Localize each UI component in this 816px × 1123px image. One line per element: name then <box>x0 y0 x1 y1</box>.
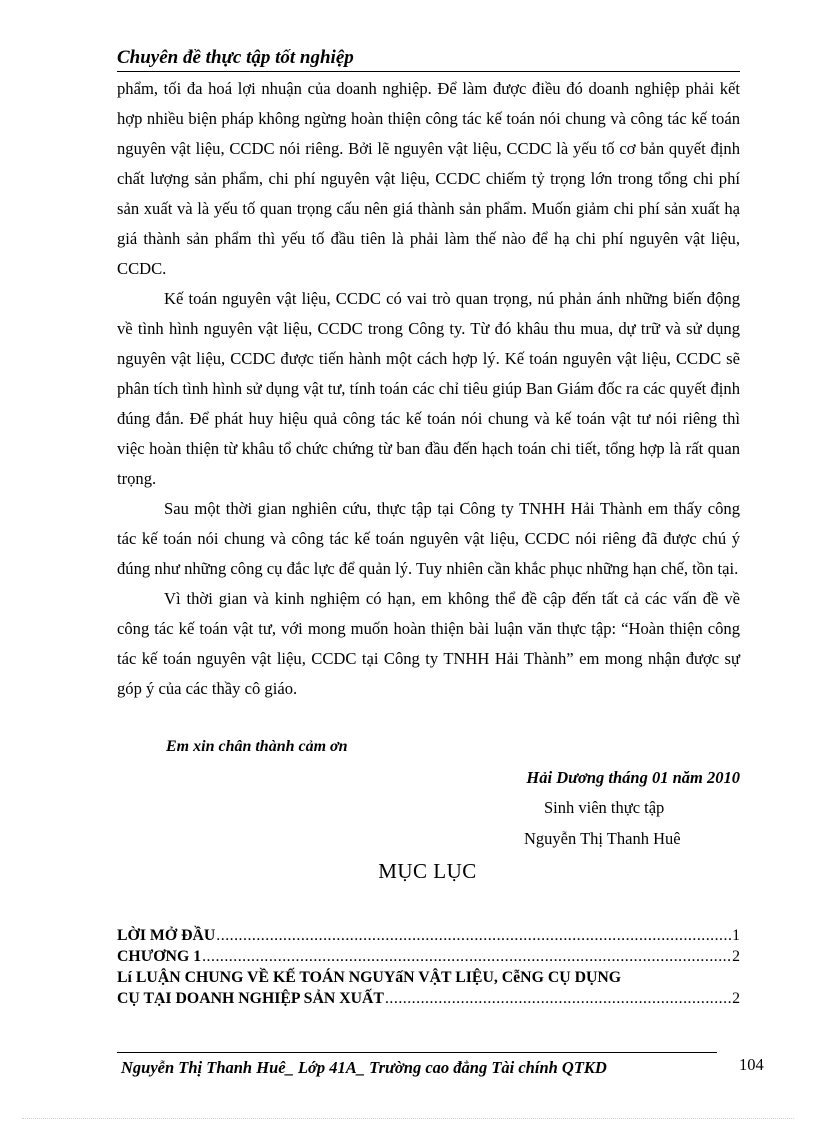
toc-entry-chapter-1[interactable] <box>117 946 740 967</box>
running-footer-text: Nguyễn Thị Thanh Huê_ Lớp 41A_ Trường cao đẳng Tài chính QTKD <box>121 1058 607 1077</box>
signature-role: Sinh viên thực tập <box>544 798 665 817</box>
page-bottom-guide <box>22 1118 794 1119</box>
body-paragraph-3: Sau một thời gian nghiên cứu, thực tập tại Công ty TNHH Hải Thành em thấy công tác kế toán nói chung và công tác kế toán nguyên vật liệu, CCDC nói riêng đã được chú ý đúng như những công cụ đắc lực để quản lý. Tuy nhiên cần khắc phục những hạn chế, tồn tại. <box>117 499 740 578</box>
toc-leader-dots <box>385 988 731 1009</box>
body-paragraph-4: Vì thời gian và kinh nghiệm có hạn, em không thể đề cập đến tất cả các vấn đề về công tác kế toán vật tư, với mong muốn hoàn thiện bài luận văn thực tập: “Hoàn thiện công tác kế toán nguyên vật liệu, CCDC tại Công ty TNHH Hải Thành” em mong nhận được sự góp ý của các thầy cô giáo. <box>117 589 740 698</box>
toc-title: MỤC LỤC <box>378 859 477 883</box>
signature-date: Hải Dương tháng 01 năm 2010 <box>526 768 740 787</box>
running-header-title: Chuyên đề thực tập tốt nghiệp <box>117 47 354 68</box>
toc-entry-label: CỤ TẠI DOANH NGHIỆP SẢN XUẤT <box>117 990 384 1007</box>
body-paragraph-1: phẩm, tối đa hoá lợi nhuận của doanh nghiệp. Để làm được điều đó doanh nghiệp phải kết hợp nhiều biện pháp không ngừng hoàn thiện công tác kế toán nói chung và công tác kế toán nguyên vật liệu, CCDC nói riêng. Bởi lẽ nguyên vật liệu, CCDC là yếu tố cơ bản quyết định chất lượng sản phẩm, chi phí nguyên vật liệu, CCDC chiếm tỷ trọng lớn trong tổng chi phí sản xuất và là yếu tố quan trọng cấu nên giá thành sản phẩm. Muốn giảm chi phí sản xuất hạ giá thành sản phẩm thì yếu tố đầu tiên là phải làm thế nào để hạ chi phí nguyên vật liệu, CCDC. <box>117 79 740 278</box>
toc-entry-label: CHƯƠNG 1 <box>117 948 202 965</box>
toc-entry-intro[interactable] <box>117 925 740 946</box>
toc-entry-page: 1 <box>732 927 740 944</box>
body-paragraph-2: Kế toán nguyên vật liệu, CCDC có vai trò quan trọng, nú phản ánh những biến động về tình hình nguyên vật liệu, CCDC trong Công ty. Từ đó khâu thu mua, dự trữ và sử dụng nguyên vật liệu, CCDC được tiến hành một cách hợp lý. Kế toán nguyên vật liệu, CCDC sẽ phân tích tình hình sử dụng vật tư, tính toán các chỉ tiêu giúp Ban Giám đốc ra các quyết định đúng đắn. Để phát huy hiệu quả công tác kế toán nói chung và kế toán vật tư nói riêng thì việc hoàn thiện từ khâu tổ chức chứng từ ban đầu đến hạch toán chi tiết, tổng hợp là rất quan trọng. <box>117 289 740 488</box>
footer-divider <box>117 1052 717 1053</box>
signature-name: Nguyễn Thị Thanh Huê <box>524 829 681 848</box>
toc-entry-chapter-1-heading-line-2[interactable] <box>117 988 740 1009</box>
toc-leader-dots <box>216 925 731 946</box>
toc-entry-page: 2 <box>732 948 740 965</box>
header-divider <box>117 71 740 72</box>
page-number: 104 <box>739 1055 764 1074</box>
table-of-contents <box>117 925 740 1009</box>
toc-entry-label: LỜI MỞ ĐẦU <box>117 927 216 944</box>
toc-entry-chapter-1-heading-line-1[interactable]: Lí LUẬN CHUNG VỀ KẾ TOÁN NGUYấN VẬT LIỆU, CễNG CỤ DỤNG <box>117 969 622 986</box>
toc-entry-page: 2 <box>732 990 740 1007</box>
closing-thanks: Em xin chân thành cảm ơn <box>166 738 348 755</box>
toc-leader-dots <box>202 946 731 967</box>
body-text <box>117 74 740 704</box>
